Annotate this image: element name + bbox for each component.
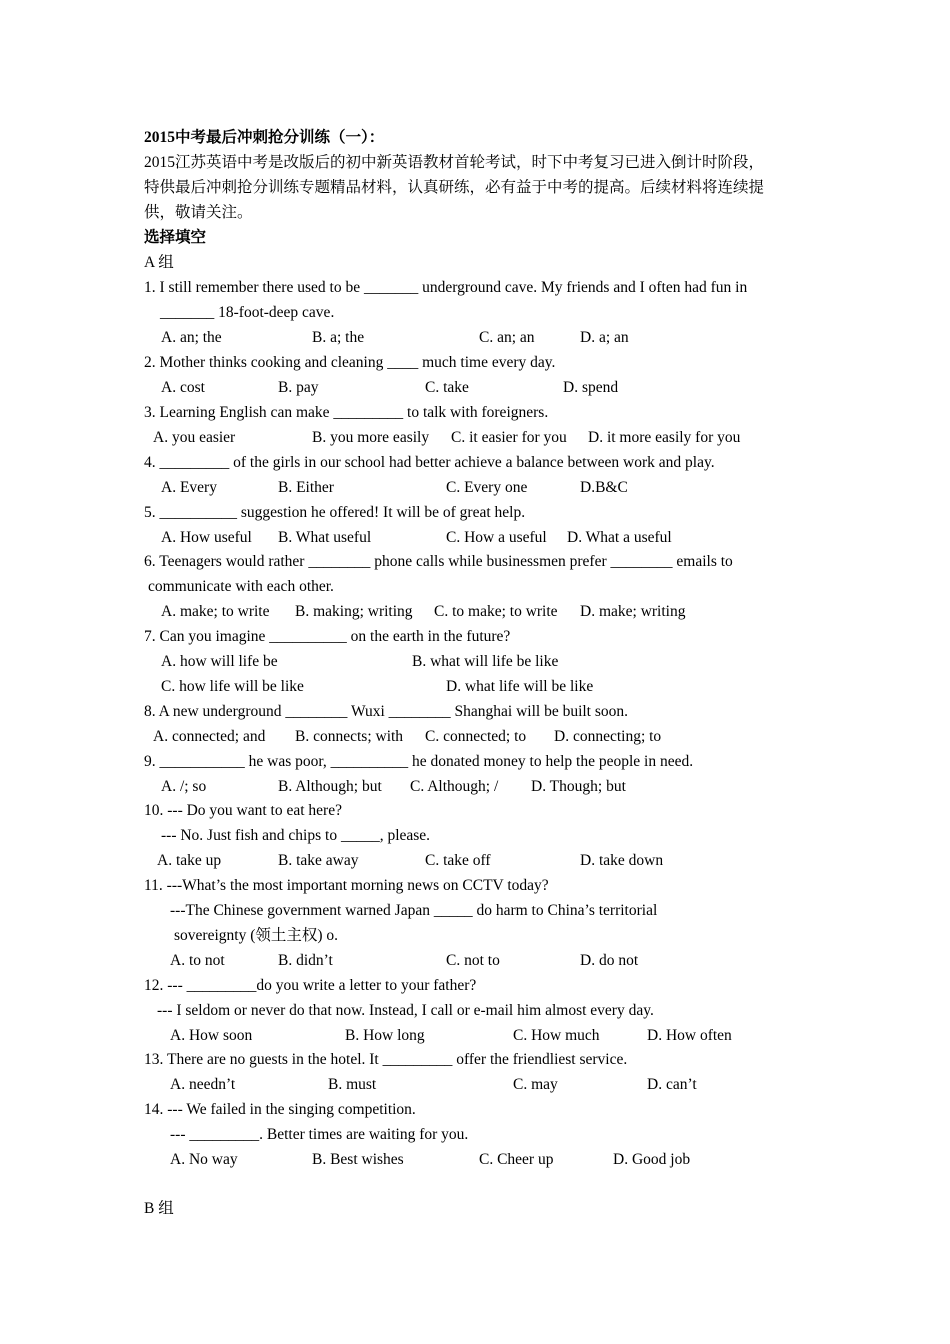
option: B. a; the bbox=[312, 329, 365, 346]
question-stem: 8. A new underground ________ Wuxi ________ Shanghai will be built soon. bbox=[144, 703, 629, 720]
option: C. take off bbox=[425, 852, 491, 869]
group-b-heading: B 组 bbox=[144, 1200, 174, 1217]
option: A. take up bbox=[157, 852, 222, 869]
option: B. Although; but bbox=[278, 778, 382, 795]
option: A. cost bbox=[161, 379, 205, 396]
question-stem: 7. Can you imagine __________ on the earth in the future? bbox=[144, 628, 511, 645]
option: C. Cheer up bbox=[479, 1151, 554, 1168]
option: B. making; writing bbox=[295, 603, 413, 620]
question-stem: 13. There are no guests in the hotel. It _________ offer the friendliest service. bbox=[144, 1051, 628, 1068]
option: A. No way bbox=[170, 1151, 238, 1168]
option: D. How often bbox=[647, 1027, 732, 1044]
option: B. connects; with bbox=[295, 728, 404, 745]
question-stem: 4. _________ of the girls in our school had better achieve a balance between work and play. bbox=[144, 454, 715, 471]
option: C. connected; to bbox=[425, 728, 527, 745]
option: B. take away bbox=[278, 852, 359, 869]
question-stem: 11. ---What’s the most important morning news on CCTV today? bbox=[144, 877, 549, 894]
option: B. Best wishes bbox=[312, 1151, 404, 1168]
question-stem: 2. Mother thinks cooking and cleaning ____ much time every day. bbox=[144, 354, 556, 371]
option: D. make; writing bbox=[580, 603, 686, 620]
question-stem: ---The Chinese government warned Japan _____ do harm to China’s territorial bbox=[170, 902, 658, 919]
option: D. it more easily for you bbox=[588, 429, 741, 446]
question-stem: 1. I still remember there used to be _______ underground cave. My friends and I often had fun in bbox=[144, 279, 748, 296]
option: C. an; an bbox=[479, 329, 535, 346]
question-stem: sovereignty (领土主权) o. bbox=[174, 927, 339, 944]
section-heading: 选择填空 bbox=[144, 229, 207, 246]
option: A. /; so bbox=[161, 778, 207, 795]
question-stem: --- I seldom or never do that now. Instead, I call or e-mail him almost every day. bbox=[157, 1002, 654, 1019]
option: A. needn’t bbox=[170, 1076, 236, 1093]
option: A. How soon bbox=[170, 1027, 253, 1044]
option: C. How much bbox=[513, 1027, 600, 1044]
option: B. What useful bbox=[278, 529, 372, 546]
question-stem: communicate with each other. bbox=[148, 578, 334, 595]
option: D. Good job bbox=[613, 1151, 691, 1168]
option: A. an; the bbox=[161, 329, 222, 346]
option: C. How a useful bbox=[446, 529, 547, 546]
option: B. didn’t bbox=[278, 952, 333, 969]
option: D. a; an bbox=[580, 329, 629, 346]
option: D. what life will be like bbox=[446, 678, 594, 695]
question-stem: 14. --- We failed in the singing competition. bbox=[144, 1101, 416, 1118]
option: A. how will life be bbox=[161, 653, 278, 670]
group-a-heading: A 组 bbox=[144, 254, 174, 271]
option: B. must bbox=[328, 1076, 377, 1093]
option: B. you more easily bbox=[312, 429, 430, 446]
question-stem: --- _________. Better times are waiting for you. bbox=[170, 1126, 469, 1143]
question-stem: 9. ___________ he was poor, __________ he donated money to help the people in need. bbox=[144, 753, 694, 770]
question-stem: 3. Learning English can make _________ to talk with foreigners. bbox=[144, 404, 549, 421]
option: C. to make; to write bbox=[434, 603, 558, 620]
option: A. Every bbox=[161, 479, 217, 496]
option: D. Though; but bbox=[531, 778, 626, 795]
option: B. Either bbox=[278, 479, 334, 496]
option: D. connecting; to bbox=[554, 728, 662, 745]
intro-line: 2015江苏英语中考是改版后的初中新英语教材首轮考试，时下中考复习已进入倒计时阶段， bbox=[144, 154, 765, 171]
option: D.B&C bbox=[580, 479, 628, 496]
question-stem: --- No. Just fish and chips to _____, please. bbox=[161, 827, 431, 844]
option: D. What a useful bbox=[567, 529, 672, 546]
option: C. how life will be like bbox=[161, 678, 304, 695]
option: A. How useful bbox=[161, 529, 252, 546]
option: C. Every one bbox=[446, 479, 528, 496]
option: D. do not bbox=[580, 952, 639, 969]
option: C. take bbox=[425, 379, 469, 396]
option: D. can’t bbox=[647, 1076, 697, 1093]
question-stem: 6. Teenagers would rather ________ phone calls while businessmen prefer ________ emails to bbox=[144, 553, 733, 570]
question-stem: 10. --- Do you want to eat here? bbox=[144, 802, 342, 819]
option: A. you easier bbox=[153, 429, 236, 446]
question-stem: 5. __________ suggestion he offered! It will be of great help. bbox=[144, 504, 526, 521]
intro-line: 特供最后冲刺抢分训练专题精品材料，认真研练，必有益于中考的提高。后续材料将连续提 bbox=[144, 179, 765, 196]
option: A. connected; and bbox=[153, 728, 266, 745]
option: B. pay bbox=[278, 379, 319, 396]
page-title: 2015中考最后冲刺抢分训练（一）： bbox=[144, 129, 385, 146]
option: A. make; to write bbox=[161, 603, 270, 620]
option: B. How long bbox=[345, 1027, 425, 1044]
option: B. what will life be like bbox=[412, 653, 559, 670]
intro-line: 供，敬请关注。 bbox=[144, 204, 253, 221]
question-stem: 12. --- _________do you write a letter to your father? bbox=[144, 977, 477, 994]
option: C. may bbox=[513, 1076, 558, 1093]
option: D. take down bbox=[580, 852, 664, 869]
option: D. spend bbox=[563, 379, 619, 396]
option: C. Although; / bbox=[410, 778, 499, 795]
question-stem: _______ 18-foot-deep cave. bbox=[160, 304, 335, 321]
option: C. not to bbox=[446, 952, 500, 969]
option: A. to not bbox=[170, 952, 225, 969]
option: C. it easier for you bbox=[451, 429, 567, 446]
